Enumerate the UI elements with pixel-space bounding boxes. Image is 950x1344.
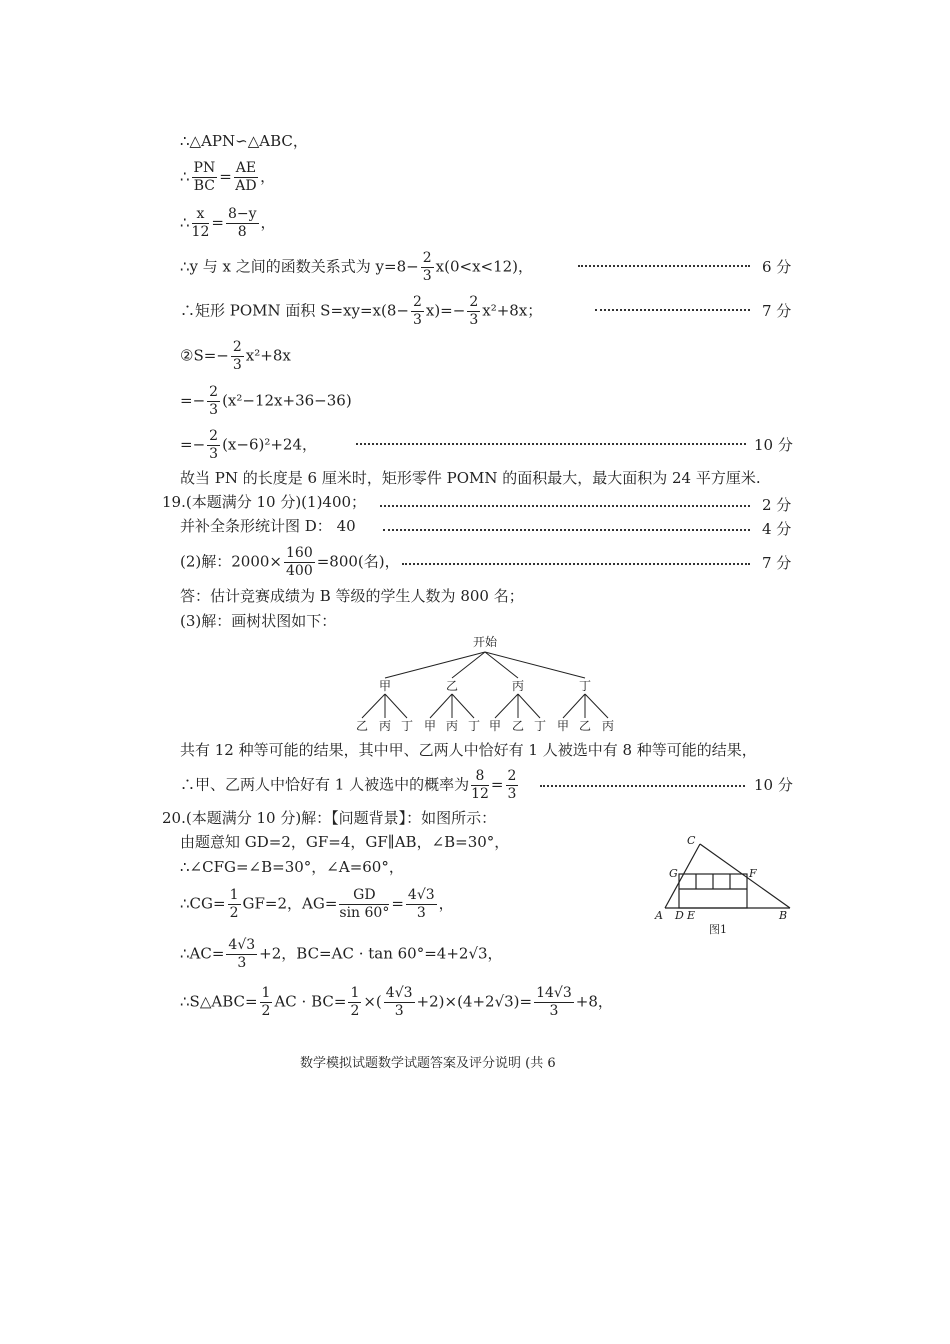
fraction bbox=[226, 937, 257, 972]
text: +2，BC=AC · tan 60°=4+2√3， bbox=[259, 944, 503, 963]
text: = bbox=[490, 775, 504, 794]
tree-edges bbox=[362, 652, 608, 718]
line-angles: ∴∠CFG=∠B=30°，∠A=60°， bbox=[180, 858, 404, 876]
line-tree-intro: (3)解：画树状图如下： bbox=[180, 612, 337, 630]
tree-node-l1: 甲 bbox=[378, 679, 392, 693]
numerator: 160 bbox=[286, 545, 313, 561]
line-total-outcomes: 共有 12 种等可能的结果，其中甲、乙两人中恰好有 1 人被选中有 8 种等可能的结果， bbox=[180, 741, 757, 759]
denominator: 12 bbox=[471, 786, 489, 802]
numerator: 2 bbox=[232, 339, 242, 355]
tree-leaf: 丁 bbox=[533, 719, 547, 733]
text: +2)×(4+2√3)= bbox=[416, 992, 533, 1011]
numerator: x bbox=[192, 206, 210, 224]
score-2: 2 分 bbox=[762, 496, 792, 514]
tree-diagram bbox=[340, 630, 640, 735]
line-q20-header: 20.(本题满分 10 分)解：【问题背景】：如图所示： bbox=[162, 809, 497, 827]
denominator: 3 bbox=[549, 1003, 559, 1019]
fraction bbox=[226, 206, 259, 241]
tree-leaf: 乙 bbox=[355, 719, 369, 733]
denominator: 12 bbox=[191, 224, 210, 240]
text: (x−6)²+24， bbox=[222, 435, 318, 454]
text: ×( bbox=[363, 992, 382, 1011]
numerator: 8−y bbox=[227, 206, 257, 222]
tree-node-l1: 丁 bbox=[578, 679, 592, 693]
fraction bbox=[207, 428, 220, 463]
fraction bbox=[471, 768, 489, 803]
numerator: 1 bbox=[350, 985, 360, 1001]
text: ∴ bbox=[180, 167, 190, 186]
denominator: 8 bbox=[237, 224, 247, 240]
label-c: C bbox=[687, 834, 696, 847]
tree-leaf: 丁 bbox=[400, 719, 414, 733]
text: (x²−12x+36−36) bbox=[222, 391, 352, 410]
tree-leaf: 甲 bbox=[423, 719, 437, 733]
numerator: 4√3 bbox=[228, 937, 256, 953]
page-footer: 数学模拟试题数学试题答案及评分说明 (共 6 bbox=[300, 1056, 556, 1071]
denominator: 3 bbox=[209, 446, 219, 462]
line-probability bbox=[180, 768, 520, 803]
line-s-equals bbox=[180, 339, 291, 374]
score-leader bbox=[356, 443, 746, 445]
fraction bbox=[467, 294, 480, 329]
line-ratio-pn-bc bbox=[180, 160, 275, 195]
numerator: 1 bbox=[229, 887, 239, 903]
denominator: 2 bbox=[229, 905, 239, 921]
fraction bbox=[192, 160, 218, 195]
text: x(0<x<12)， bbox=[435, 257, 534, 276]
text: ②S=− bbox=[180, 346, 229, 365]
denominator: sin 60° bbox=[339, 905, 390, 921]
text: x²+8x； bbox=[482, 301, 543, 320]
text: x²+8x bbox=[245, 346, 291, 365]
numerator: PN bbox=[193, 160, 216, 176]
line-given: 由题意知 GD=2，GF=4，GF∥AB，∠B=30°， bbox=[180, 833, 510, 851]
line-similar-triangles: ∴△APN∽△ABC， bbox=[180, 132, 308, 150]
line-ratio-x-12 bbox=[180, 206, 276, 241]
numerator: 2 bbox=[412, 294, 422, 310]
text: ∴S△ABC= bbox=[180, 992, 258, 1011]
label-e: E bbox=[687, 909, 696, 922]
fraction bbox=[384, 985, 415, 1020]
denominator: 3 bbox=[237, 955, 247, 971]
fraction bbox=[339, 887, 389, 922]
numerator: AE bbox=[235, 160, 257, 176]
tree-node-l1: 乙 bbox=[445, 679, 459, 693]
line-function-relation bbox=[180, 250, 533, 285]
text: ， bbox=[260, 213, 276, 232]
line-answer-800: 答：估计竞赛成绩为 B 等级的学生人数为 800 名； bbox=[180, 587, 524, 605]
denominator: 400 bbox=[286, 563, 313, 579]
text: ∴矩形 POMN 面积 S=xy=x(8− bbox=[180, 301, 409, 320]
text: = bbox=[211, 213, 224, 232]
line-vertex-form bbox=[180, 428, 317, 463]
line-area-expression bbox=[180, 294, 542, 329]
text: =− bbox=[180, 391, 206, 410]
numerator: 2 bbox=[422, 250, 432, 266]
text: ， bbox=[260, 167, 276, 186]
text: ∴CG= bbox=[180, 894, 226, 913]
text: +8， bbox=[575, 992, 613, 1011]
label-b: B bbox=[779, 909, 788, 922]
fraction bbox=[506, 768, 519, 803]
label-f: F bbox=[749, 867, 757, 880]
tree-leaf: 丙 bbox=[445, 719, 459, 733]
fraction bbox=[231, 339, 244, 374]
fraction bbox=[234, 160, 258, 195]
tree-leaf: 甲 bbox=[488, 719, 502, 733]
score-leader bbox=[383, 529, 750, 531]
tree-root: 开始 bbox=[472, 635, 498, 649]
tree-leaf: 乙 bbox=[511, 719, 525, 733]
numerator: 2 bbox=[209, 384, 219, 400]
text: ∴ bbox=[180, 213, 190, 232]
numerator: 14√3 bbox=[536, 985, 572, 1001]
score-4: 4 分 bbox=[762, 520, 792, 538]
text: =− bbox=[180, 435, 206, 454]
denominator: 3 bbox=[507, 786, 517, 802]
tree-leaf: 乙 bbox=[578, 719, 592, 733]
tree-leaf: 丁 bbox=[467, 719, 481, 733]
tree-leaf: 甲 bbox=[556, 719, 570, 733]
denominator: 3 bbox=[209, 402, 219, 418]
fraction bbox=[284, 545, 315, 580]
tree-leaf: 丙 bbox=[378, 719, 392, 733]
numerator: 1 bbox=[261, 985, 271, 1001]
fraction bbox=[534, 985, 574, 1020]
triangle-figure bbox=[645, 830, 805, 940]
fraction bbox=[348, 985, 361, 1020]
denominator: AD bbox=[235, 178, 257, 194]
text: = bbox=[391, 894, 404, 913]
text: ∴甲、乙两人中恰好有 1 人被选中的概率为 bbox=[180, 775, 470, 794]
line-estimate-b bbox=[180, 545, 400, 580]
score-6: 6 分 bbox=[762, 258, 792, 276]
line-q19-part1: 19.(本题满分 10 分)(1)400； bbox=[162, 493, 367, 511]
numerator: GD bbox=[339, 887, 389, 905]
denominator: BC bbox=[193, 178, 216, 194]
line-ac-bc bbox=[180, 937, 503, 972]
numerator: 8 bbox=[471, 768, 489, 786]
label-a: A bbox=[655, 909, 663, 922]
figure-caption: 图1 bbox=[709, 923, 727, 936]
score-7b: 7 分 bbox=[762, 554, 792, 572]
denominator: 3 bbox=[232, 357, 242, 373]
tree-leaf: 丙 bbox=[601, 719, 615, 733]
fraction bbox=[192, 206, 210, 241]
denominator: 2 bbox=[350, 1003, 360, 1019]
fraction bbox=[421, 250, 434, 285]
text: = bbox=[219, 167, 232, 186]
text: x)=− bbox=[425, 301, 466, 320]
fraction bbox=[260, 985, 273, 1020]
triangle-lines bbox=[665, 844, 790, 908]
score-leader bbox=[578, 265, 750, 267]
text: ∴AC= bbox=[180, 944, 225, 963]
line-complete-square bbox=[180, 384, 352, 419]
numerator: 4√3 bbox=[385, 985, 413, 1001]
line-bar-chart-d: 并补全条形统计图 D： 40 bbox=[180, 517, 356, 535]
denominator: 3 bbox=[416, 905, 426, 921]
denominator: 3 bbox=[394, 1003, 404, 1019]
line-cg-ag bbox=[180, 887, 454, 922]
fraction bbox=[406, 887, 437, 922]
fraction bbox=[207, 384, 220, 419]
denominator: 3 bbox=[469, 312, 479, 328]
numerator: 4√3 bbox=[407, 887, 435, 903]
score-leader bbox=[540, 785, 745, 787]
score-10b: 10 分 bbox=[754, 776, 793, 794]
score-leader bbox=[402, 563, 750, 565]
text: ， bbox=[438, 894, 454, 913]
denominator: 3 bbox=[422, 268, 432, 284]
text: AC · BC= bbox=[274, 992, 347, 1011]
tree-node-l1: 丙 bbox=[511, 679, 525, 693]
denominator: 3 bbox=[412, 312, 422, 328]
label-d: D bbox=[675, 909, 684, 922]
text: GF=2，AG= bbox=[242, 894, 338, 913]
text: =800(名)， bbox=[316, 552, 400, 571]
score-7: 7 分 bbox=[762, 302, 792, 320]
score-10: 10 分 bbox=[754, 436, 793, 454]
numerator: 2 bbox=[507, 768, 517, 784]
score-leader bbox=[595, 309, 750, 311]
numerator: 2 bbox=[469, 294, 479, 310]
line-area-abc bbox=[180, 985, 613, 1020]
fraction bbox=[411, 294, 424, 329]
line-conclusion-18: 故当 PN 的长度是 6 厘米时，矩形零件 POMN 的面积最大，最大面积为 24 平方厘米. bbox=[180, 469, 761, 487]
text: ∴y 与 x 之间的函数关系式为 y=8− bbox=[180, 257, 419, 276]
denominator: 2 bbox=[261, 1003, 271, 1019]
text: (2)解：2000× bbox=[180, 552, 282, 571]
fraction bbox=[228, 887, 241, 922]
numerator: 2 bbox=[209, 428, 219, 444]
label-g: G bbox=[669, 867, 678, 880]
score-leader bbox=[380, 505, 750, 507]
